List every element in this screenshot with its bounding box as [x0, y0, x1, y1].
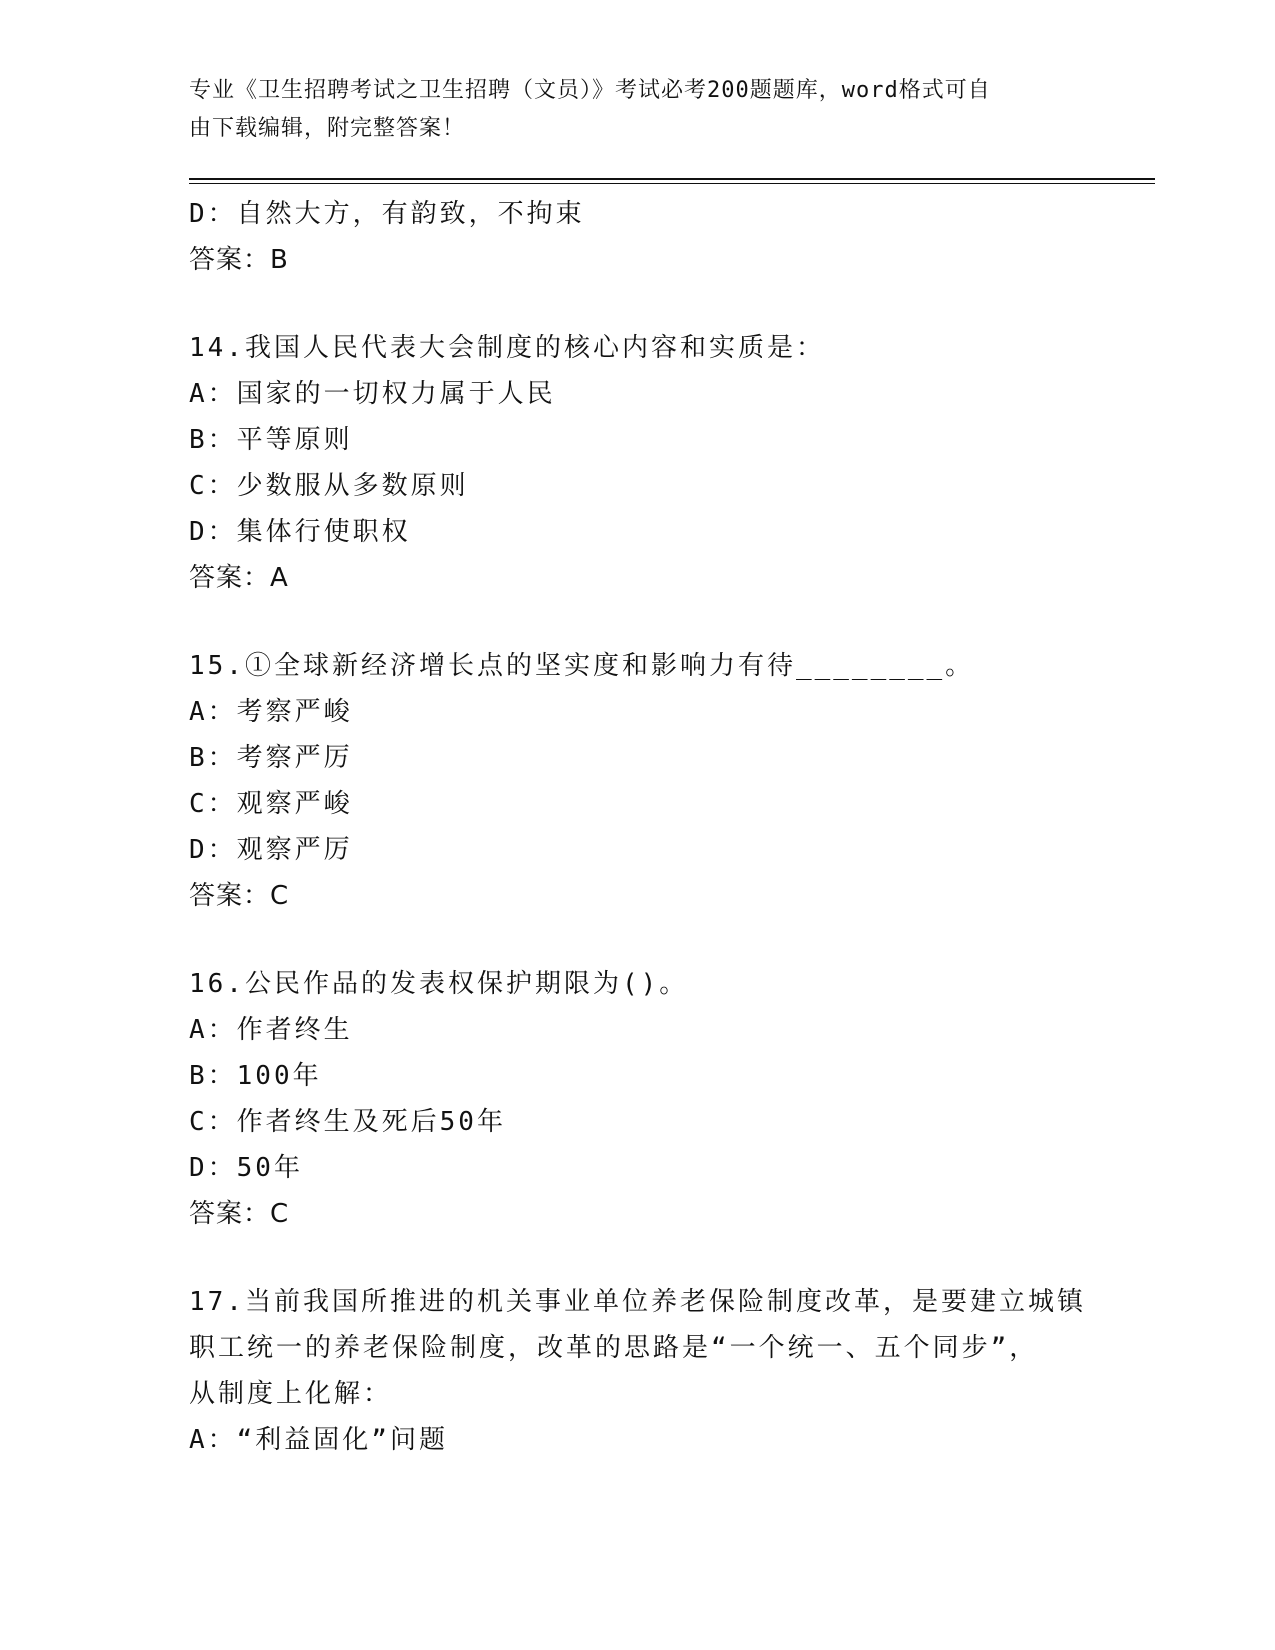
header-line-2: 由下载编辑，附完整答案！	[189, 116, 466, 141]
option-c: C：观察严峻	[189, 789, 353, 819]
question-block-13	[189, 191, 1089, 283]
option-d: D：50年	[189, 1153, 303, 1183]
header-line-1: 专业《卫生招聘考试之卫生招聘（文员）》考试必考200题题库，word格式可自	[189, 78, 991, 103]
option-a: A：作者终生	[189, 1015, 353, 1045]
question-block-14	[189, 325, 1089, 601]
option-b: B：考察严厉	[189, 743, 353, 773]
spacer	[189, 1237, 1089, 1279]
spacer	[189, 919, 1089, 961]
option-a: A：考察严峻	[189, 697, 353, 727]
option-b: B：100年	[189, 1061, 322, 1091]
header-divider-thin	[189, 183, 1155, 184]
answer-label: 答案：C	[189, 881, 290, 911]
question-stem: 15.①全球新经济增长点的坚实度和影响力有待________。	[189, 651, 975, 681]
question-block-15	[189, 643, 1089, 919]
option-d: D：观察严厉	[189, 835, 353, 865]
answer-label: 答案：B	[189, 245, 289, 275]
question-stem	[189, 1279, 1089, 1417]
option-d: D：自然大方，有韵致，不拘束	[189, 199, 585, 229]
spacer	[189, 283, 1089, 325]
answer-label: 答案：C	[189, 1199, 290, 1229]
question-stem-line: 从制度上化解：	[189, 1379, 393, 1409]
document-header	[189, 72, 1069, 148]
answer-label: 答案：A	[189, 563, 289, 593]
question-block-17	[189, 1279, 1089, 1463]
question-stem-line: 17.当前我国所推进的机关事业单位养老保险制度改革，是要建立城镇	[189, 1287, 1086, 1317]
option-c: C：少数服从多数原则	[189, 471, 469, 501]
option-c: C：作者终生及死后50年	[189, 1107, 506, 1137]
header-divider-thick	[189, 178, 1155, 180]
question-list	[189, 191, 1089, 1463]
spacer	[189, 601, 1089, 643]
option-a: A：国家的一切权力属于人民	[189, 379, 556, 409]
question-stem-line: 职工统一的养老保险制度，改革的思路是“一个统一、五个同步”，	[189, 1333, 1039, 1363]
question-stem: 16.公民作品的发表权保护期限为()。	[189, 969, 689, 999]
question-stem: 14.我国人民代表大会制度的核心内容和实质是：	[189, 333, 825, 363]
question-block-16	[189, 961, 1089, 1237]
option-d: D：集体行使职权	[189, 517, 411, 547]
option-b: B：平等原则	[189, 425, 353, 455]
option-a: A：“利益固化”问题	[189, 1425, 448, 1455]
